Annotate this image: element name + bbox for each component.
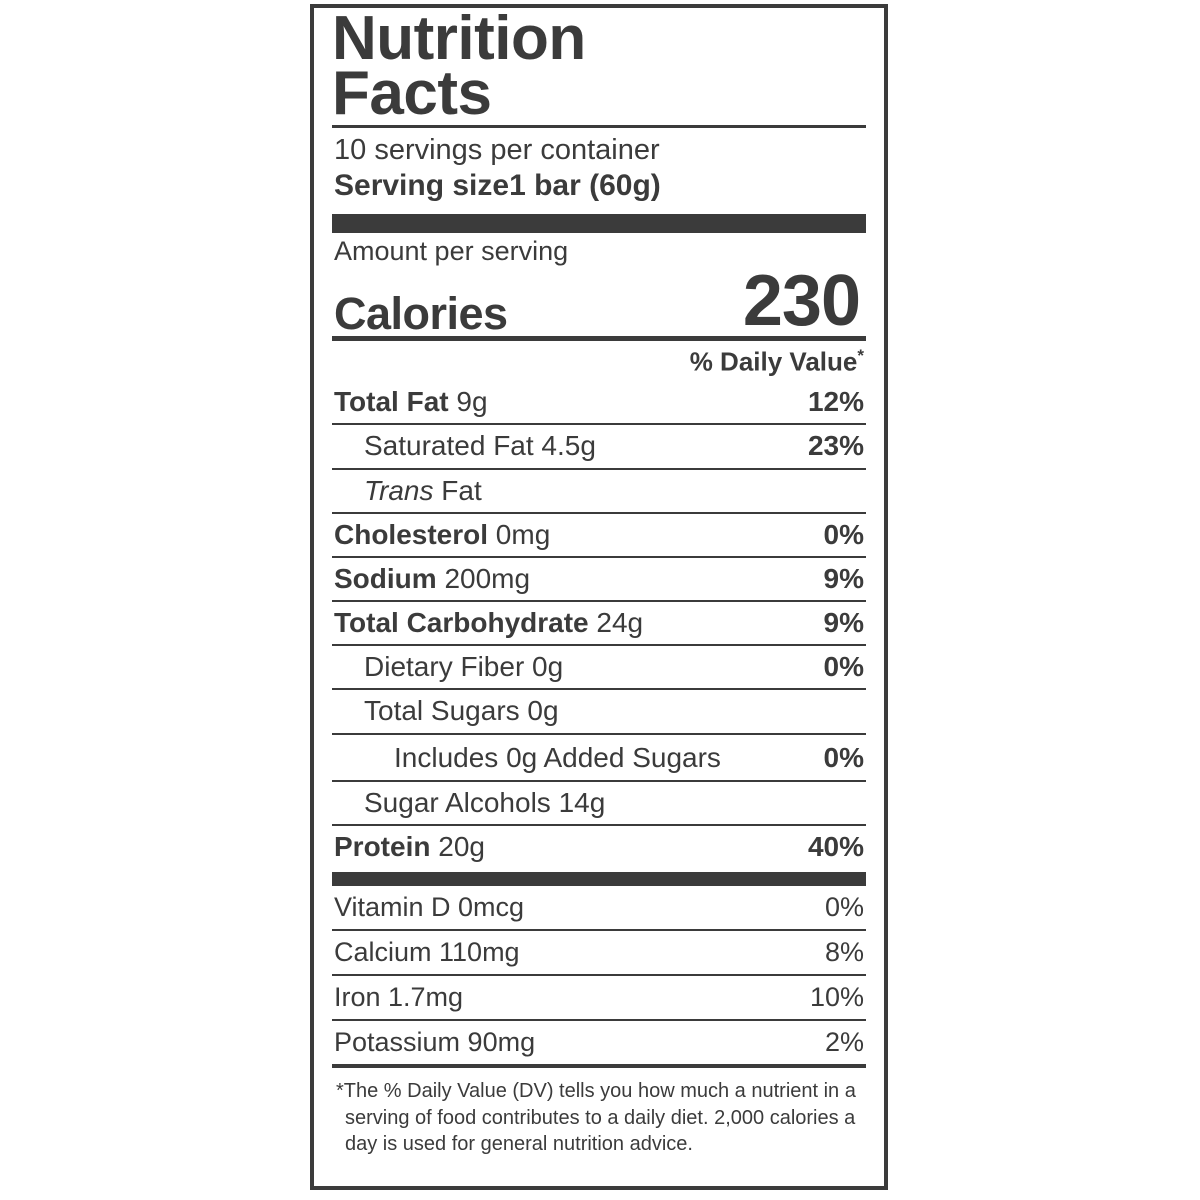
trans-fat-rest: Fat	[433, 474, 482, 506]
nutrient-name-sugar-alcohols: Sugar Alcohols 14g	[364, 786, 606, 818]
table-row-calcium	[332, 931, 866, 976]
divider-thick-vitamins	[332, 872, 866, 886]
protein-label: Protein	[334, 830, 431, 862]
daily-value-header-text: % Daily Value	[689, 346, 858, 377]
cholesterol-label: Cholesterol	[334, 518, 489, 550]
nutrient-name-sodium	[334, 563, 824, 595]
servings-per-container: 10 servings per container	[334, 134, 660, 167]
nutrient-pct-total-fat: 12%	[807, 386, 864, 418]
vitamin-name-calcium: Calcium 110mg	[334, 937, 520, 968]
table-row-sugar-alcohols	[332, 782, 866, 826]
table-row-total-fat	[332, 381, 866, 425]
calories-label: Calories	[334, 287, 508, 339]
title-line-1: Nutrition	[332, 4, 586, 73]
nutrient-pct-total-carbohydrate: 9%	[823, 607, 864, 639]
carbohydrate-label: Total Carbohydrate	[334, 607, 589, 639]
nutrient-pct-cholesterol: 0%	[823, 518, 864, 550]
nutrient-name-saturated-fat: Saturated Fat 4.5g	[364, 430, 596, 462]
serving-size-row	[332, 167, 866, 208]
daily-value-asterisk: *	[857, 345, 864, 365]
vitamin-pct-iron: 10%	[809, 982, 864, 1013]
calories-section	[332, 233, 866, 342]
nutrient-pct-added-sugars: 0%	[823, 741, 864, 773]
table-row-trans-fat	[332, 470, 866, 514]
nutrient-name-dietary-fiber: Dietary Fiber 0g	[364, 651, 564, 683]
page-title	[332, 4, 866, 128]
nutrient-name-protein	[334, 831, 808, 863]
table-row-vitamin-d	[332, 886, 866, 931]
nutrient-name-total-fat	[334, 386, 808, 418]
vitamin-name-vitamin-d: Vitamin D 0mcg	[334, 892, 525, 923]
nutrient-name-total-carbohydrate	[334, 607, 824, 639]
sodium-amount: 200mg	[436, 562, 531, 594]
calories-value: 230	[742, 261, 860, 342]
calories-row	[334, 261, 866, 342]
serving-size-label: Serving size	[334, 169, 510, 203]
vitamin-name-iron: Iron 1.7mg	[334, 982, 464, 1013]
table-row-cholesterol	[332, 514, 866, 558]
table-row-dietary-fiber	[332, 646, 866, 690]
table-row-total-carbohydrate	[332, 602, 866, 646]
total-fat-label: Total Fat	[334, 386, 449, 418]
daily-value-footnote: *The % Daily Value (DV) tells you how much a nutrient in a serving of food contributes to a daily diet. 2,000 calories a day is used for general nutrition advice.	[336, 1080, 856, 1156]
nutrient-name-cholesterol	[334, 519, 824, 551]
label-inner	[332, 4, 866, 1186]
vitamin-name-potassium: Potassium 90mg	[334, 1027, 536, 1058]
table-row-protein	[332, 826, 866, 868]
table-row-potassium	[332, 1021, 866, 1066]
carbohydrate-amount: 24g	[588, 607, 644, 639]
table-row-sodium	[332, 558, 866, 602]
nutrient-name-added-sugars: Includes 0g Added Sugars	[394, 741, 721, 773]
vitamin-pct-potassium: 2%	[824, 1027, 864, 1058]
table-row-total-sugars	[332, 690, 866, 734]
nutrient-name-total-sugars: Total Sugars 0g	[364, 695, 559, 727]
total-fat-amount: 9g	[448, 386, 488, 418]
vitamin-pct-calcium: 8%	[824, 937, 864, 968]
serving-size-value: 1 bar (60g)	[509, 169, 661, 203]
nutrient-pct-saturated-fat: 23%	[807, 430, 864, 462]
table-row-saturated-fat	[332, 425, 866, 469]
nutrient-pct-dietary-fiber: 0%	[823, 651, 864, 683]
nutrient-name-trans-fat	[334, 475, 864, 507]
cholesterol-amount: 0mg	[488, 518, 551, 550]
nutrient-pct-sodium: 9%	[823, 562, 864, 594]
table-row-added-sugars	[332, 735, 866, 782]
trans-italic-text: Trans	[364, 474, 434, 506]
sodium-label: Sodium	[334, 562, 437, 594]
divider-thick-calories	[332, 214, 866, 233]
table-row-iron	[332, 976, 866, 1021]
protein-amount: 20g	[430, 830, 485, 862]
amount-per-serving-label: Amount per serving	[334, 236, 569, 267]
daily-value-header	[332, 341, 866, 382]
nutrition-facts-label	[310, 4, 888, 1190]
vitamin-pct-vitamin-d: 0%	[824, 892, 864, 923]
nutrient-pct-protein: 40%	[807, 830, 864, 862]
title-line-2: Facts	[332, 58, 492, 128]
